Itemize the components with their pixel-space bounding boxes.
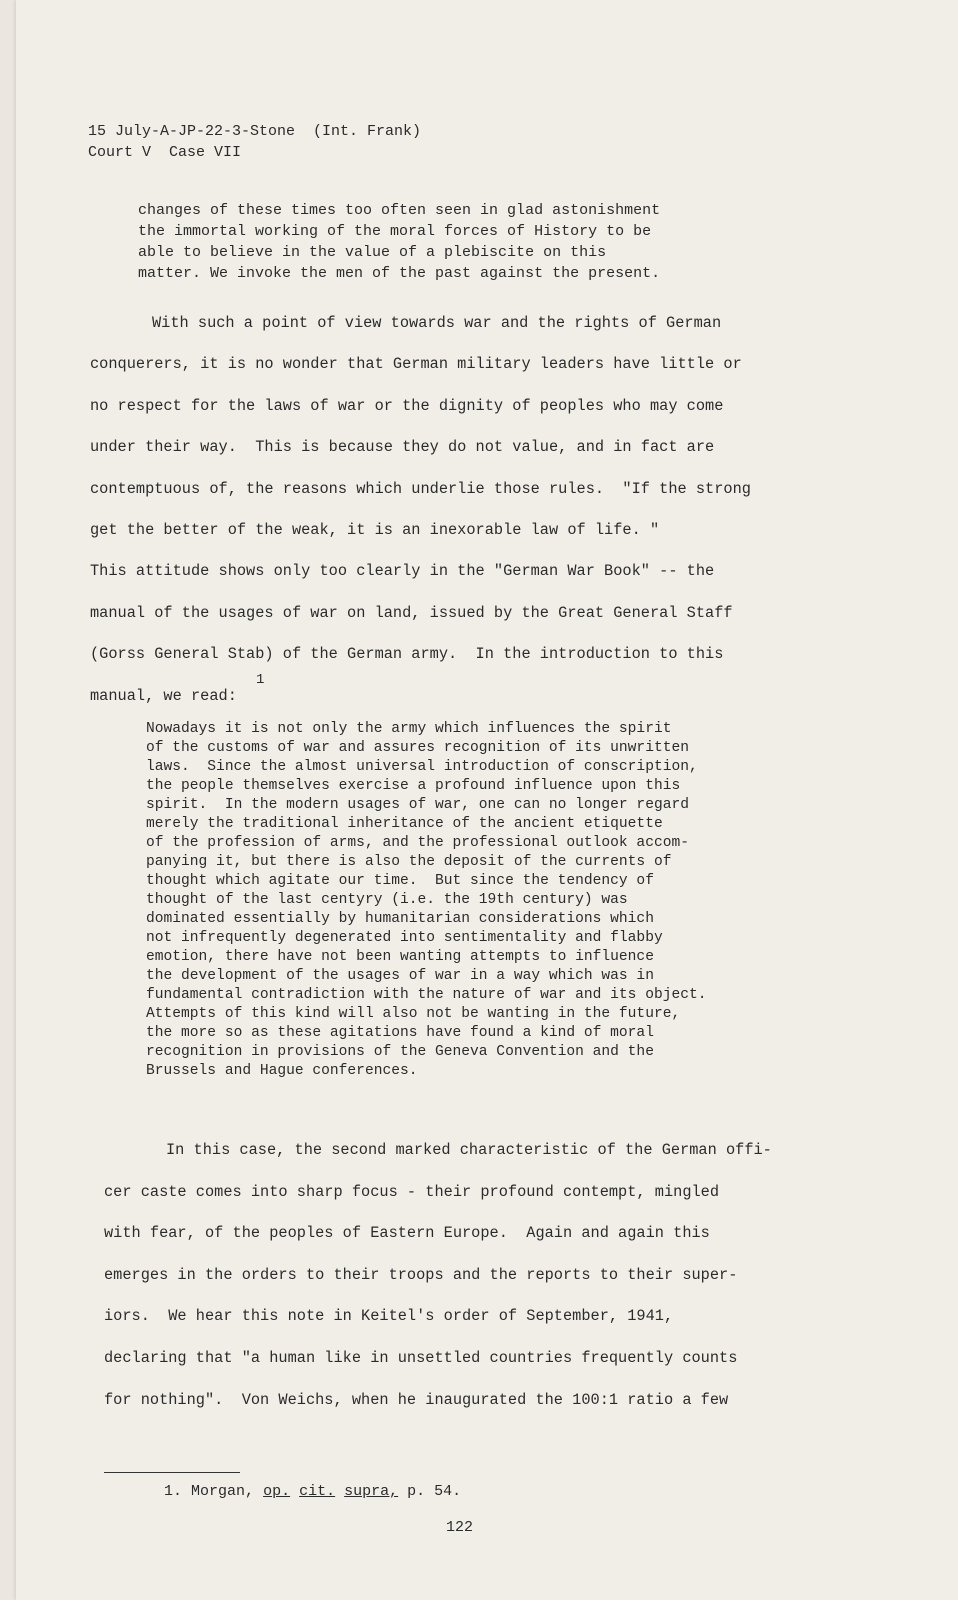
body-line: for nothing". Von Weichs, when he inaugurated the 100:1 ratio a few [104, 1390, 729, 1409]
quote-line: Brussels and Hague conferences. [146, 1063, 418, 1079]
footnote-page: p. 54. [407, 1483, 462, 1500]
body-line: declaring that "a human like in unsettled countries frequently counts [104, 1348, 738, 1367]
quote-line: not infrequently degenerated into sentimentality and flabby [146, 930, 663, 946]
footnote [164, 1483, 461, 1500]
body-line: In this case, the second marked characteristic of the German offi- [166, 1141, 772, 1159]
quote-line: of the customs of war and assures recognition of its unwritten [146, 740, 689, 756]
quote-line: thought which agitate our time. But since the tendency of [146, 873, 654, 889]
footnote-number: 1. [164, 1483, 183, 1500]
page-number: 122 [446, 1519, 474, 1536]
body-line: cer caste comes into sharp focus - their profound contempt, mingled [104, 1182, 720, 1201]
footnote-supra: supra, [344, 1483, 399, 1500]
header-court-case: Court V Case VII [88, 144, 242, 161]
body-paragraph-1 [90, 303, 751, 717]
quote-line: laws. Since the almost universal introduction of conscription, [146, 759, 698, 775]
quote-line: emotion, there have not been wanting attempts to influence [146, 949, 654, 965]
quote-line: the development of the usages of war in a way which was in [146, 968, 654, 984]
body-line: (Gorss General Stab) of the German army. In the introduction to this [90, 645, 724, 664]
body-line: manual, we read: [90, 686, 237, 705]
quote-line: recognition in provisions of the Geneva Convention and the [146, 1044, 654, 1060]
quote-line: able to believe in the value of a plebiscite on this [138, 244, 607, 261]
body-line: conquerers, it is no wonder that German military leaders have little or [90, 355, 742, 374]
quote-line: panying it, but there is also the deposit of the currents of [146, 854, 672, 870]
quote-line: fundamental contradiction with the nature of war and its object. [146, 987, 707, 1003]
footnote-author: Morgan, [191, 1483, 255, 1500]
quote-line: thought of the last centyry (i.e. the 19th century) was [146, 892, 628, 908]
body-line: manual of the usages of war on land, issued by the Great General Staff [90, 603, 733, 622]
body-line: With such a point of view towards war and the rights of German [152, 314, 722, 332]
body-line: iors. We hear this note in Keitel's order of September, 1941, [104, 1307, 674, 1326]
header-reference: 15 July-A-JP-22-3-Stone (Int. Frank) [88, 123, 422, 140]
quote-line: Attempts of this kind will also not be wanting in the future, [146, 1006, 681, 1022]
quote-line: dominated essentially by humanitarian considerations which [146, 911, 654, 927]
quote-line: changes of these times too often seen in glad astonishment [138, 202, 661, 219]
quote-line: the people themselves exercise a profound influence upon this [146, 778, 681, 794]
document-header [88, 121, 421, 163]
body-line: no respect for the laws of war or the dignity of peoples who may come [90, 396, 724, 415]
footnote-op: op. [263, 1483, 291, 1500]
body-line: under their way. This is because they do not value, and in fact are [90, 438, 715, 457]
quote-line: Nowadays it is not only the army which influences the spirit [146, 721, 672, 737]
quote-line: matter. We invoke the men of the past against the present. [138, 265, 661, 282]
block-quote-continuation [138, 200, 660, 284]
quote-line: the immortal working of the moral forces of History to be [138, 223, 652, 240]
quote-line: of the profession of arms, and the professional outlook accom- [146, 835, 689, 851]
body-line: This attitude shows only too clearly in the "German War Book" -- the [90, 562, 715, 581]
block-quote-war-book [146, 720, 707, 1081]
quote-line: spirit. In the modern usages of war, one can no longer regard [146, 797, 689, 813]
document-page [16, 0, 958, 1600]
body-line: emerges in the orders to their troops and the reports to their super- [104, 1265, 738, 1284]
quote-line: merely the traditional inheritance of the ancient etiquette [146, 816, 663, 832]
footnote-cit: cit. [299, 1483, 336, 1500]
body-line: get the better of the weak, it is an inexorable law of life. " [90, 521, 660, 540]
footnote-divider [104, 1472, 240, 1473]
quote-line: the more so as these agitations have found a kind of moral [146, 1025, 654, 1041]
footnote-reference: 1 [256, 672, 265, 688]
body-line: with fear, of the peoples of Eastern Europe. Again and again this [104, 1224, 710, 1243]
body-line: contemptuous of, the reasons which underlie those rules. "If the strong [90, 479, 751, 498]
body-paragraph-2 [104, 1130, 772, 1421]
